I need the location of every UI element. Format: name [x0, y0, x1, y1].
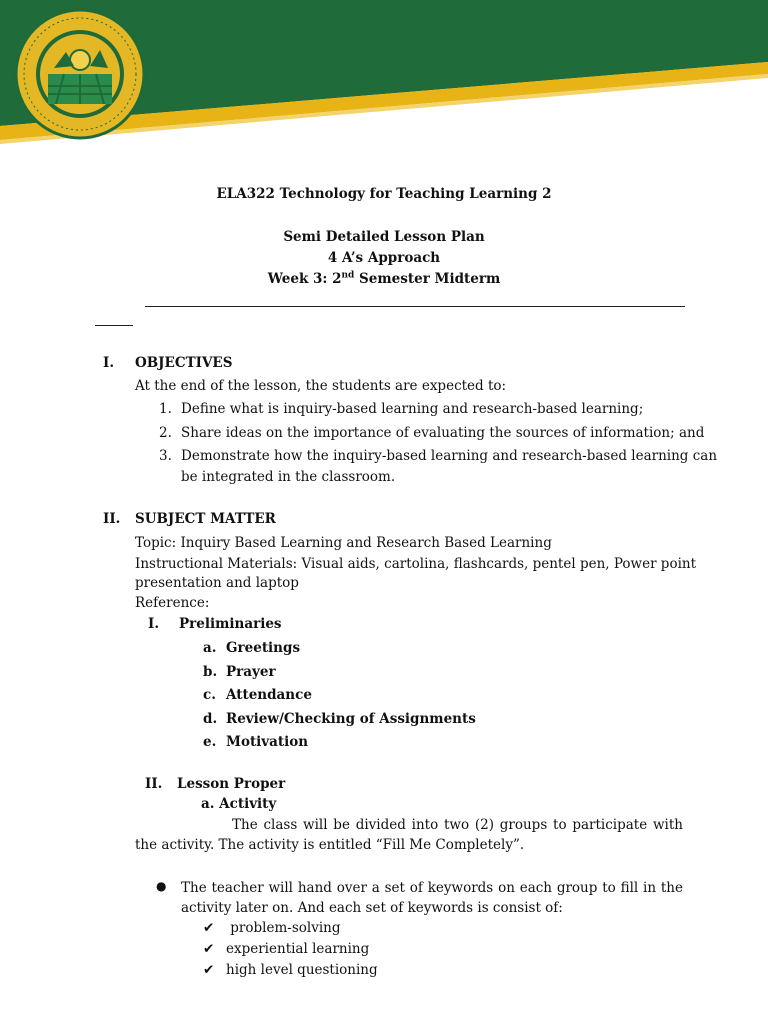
course-title: ELA322 Technology for Teaching Learning 2 [216, 186, 552, 202]
keyword-item: high level questioning [226, 962, 378, 978]
objective-text-continued: be integrated in the classroom. [181, 469, 396, 485]
reference-line: Reference: [135, 595, 210, 611]
week-suffix: Semester Midterm [354, 271, 501, 287]
check-icon: ✔ [203, 920, 215, 936]
preliminary-letter: d. [203, 711, 218, 727]
week-prefix: Week 3: 2 [267, 271, 342, 287]
plan-title: Semi Detailed Lesson Plan [283, 229, 485, 245]
preliminary-letter: b. [203, 664, 218, 680]
activity-paragraph: The class will be divided into two (2) groups to participate with the activity. The activity is entitled “Fill Me Completely”. [135, 817, 683, 853]
keyword-item: experiential learning [226, 941, 370, 957]
objective-number: 2. [159, 425, 172, 441]
preliminary-item: Motivation [226, 734, 309, 750]
objectives-intro: At the end of the lesson, the students are expected to: [135, 378, 507, 394]
school-seal-logo [14, 8, 146, 140]
materials-line: Instructional Materials: Visual aids, cartolina, flashcards, pentel pen, Power point [135, 556, 697, 572]
activity-heading: a. Activity [201, 796, 277, 812]
divider-line-short [95, 325, 133, 326]
objectives-numeral: I. [103, 355, 115, 371]
objective-text: Define what is inquiry-based learning and research-based learning; [181, 401, 644, 417]
preliminary-letter: c. [203, 687, 216, 703]
bullet-paragraph: The teacher will hand over a set of keywords on each group to fill in the activity later on. And each set of keywords is consist of: [181, 880, 683, 916]
check-icon: ✔ [203, 941, 215, 957]
lesson-proper-numeral: II. [145, 776, 163, 792]
subject-matter-numeral: II. [103, 511, 121, 527]
preliminary-letter: a. [203, 640, 217, 656]
preliminary-letter: e. [203, 734, 217, 750]
materials-line-continued: presentation and laptop [135, 575, 299, 591]
objective-number: 3. [159, 448, 172, 464]
objective-text: Demonstrate how the inquiry-based learning and research-based learning can [181, 448, 718, 464]
check-icon: ✔ [203, 962, 215, 978]
bullet-icon: ● [156, 879, 167, 893]
objective-text: Share ideas on the importance of evaluating the sources of information; and [181, 425, 705, 441]
divider-line [145, 306, 685, 307]
preliminary-item: Attendance [226, 687, 312, 703]
objective-number: 1. [159, 401, 172, 417]
topic-line: Topic: Inquiry Based Learning and Research Based Learning [135, 535, 552, 551]
preliminary-item: Review/Checking of Assignments [226, 711, 476, 727]
keyword-item: problem-solving [226, 920, 341, 936]
preliminary-item: Greetings [226, 640, 301, 656]
approach-title: 4 A’s Approach [327, 250, 441, 266]
subject-matter-heading: SUBJECT MATTER [135, 511, 276, 527]
preliminaries-numeral: I. [148, 616, 160, 632]
objectives-heading: OBJECTIVES [135, 355, 233, 371]
week-superscript: nd [341, 270, 355, 281]
preliminaries-heading: Preliminaries [179, 616, 282, 632]
week-title [0, 271, 768, 287]
lesson-proper-heading: Lesson Proper [177, 776, 286, 792]
preliminary-item: Prayer [226, 664, 276, 680]
